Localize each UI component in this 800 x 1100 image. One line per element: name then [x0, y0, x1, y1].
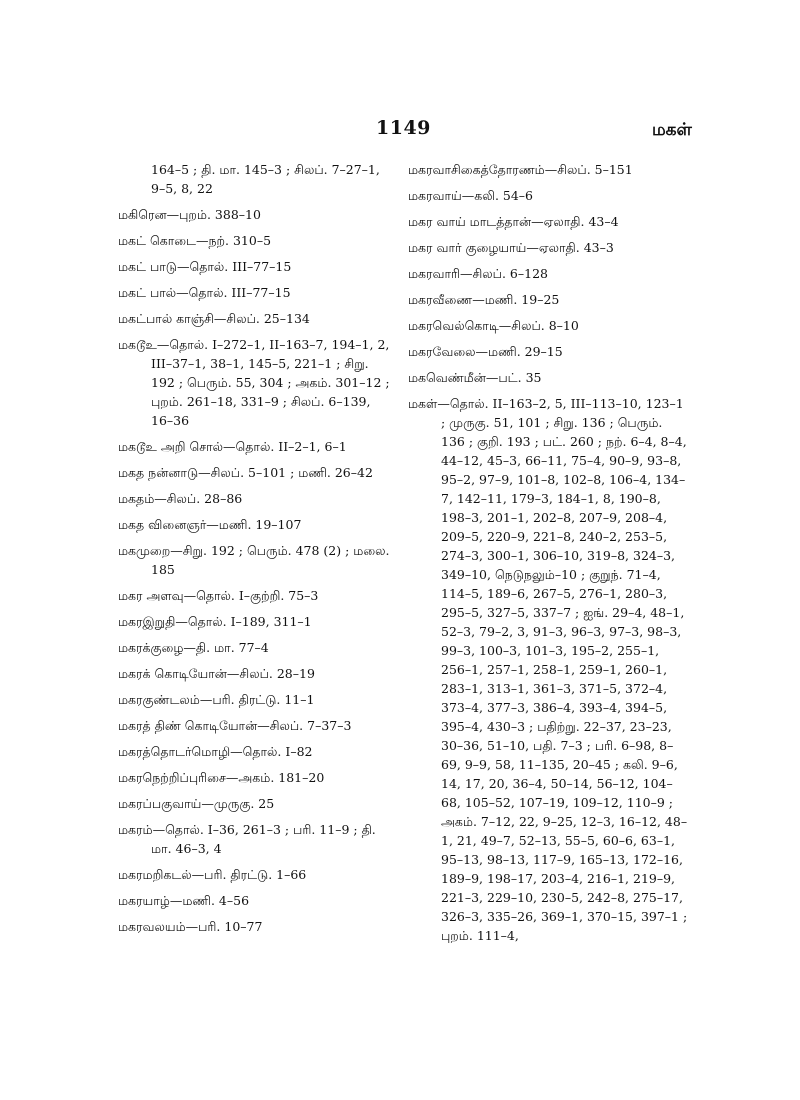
index-entry: மகவெண்மீன்—பட். 35 — [408, 370, 542, 385]
index-entry: மகடூஉ—தொல். I–272–1, II–163–7, 194–1, 2, III–37–1, 38–1, 145–5, 221–1 ; சிறு. 192 ; பெரும். 55, 304 ; அகம். 301–12 ; புறம். 261–18, 331–9 ; சிலப். 6–139, 16–36 — [118, 337, 390, 428]
index-entry: மகரத்தொடர்மொழி—தொல். I–82 — [118, 744, 313, 759]
index-entry: மகமுறை—சிறு. 192 ; பெரும். 478 (2) ; மலை. 185 — [118, 543, 390, 577]
index-entry: மகரவாரி—சிலப். 6–128 — [408, 266, 548, 281]
index-entry: மகரமறிகடல்—பரி. திரட்டு. 1–66 — [118, 867, 307, 882]
index-entry: மகரவீணை—மணி. 19–25 — [408, 292, 560, 307]
index-entry: மகிரென—புறம். 388–10 — [118, 207, 261, 222]
index-entry: மகரக் கொடியோன்—சிலப். 28–19 — [118, 666, 315, 681]
index-entry: மகரநெற்றிப்புரிசை—அகம். 181–20 — [118, 770, 325, 785]
index-entry: மகர அளவு—தொல். I–குற்றி. 75–3 — [118, 588, 319, 603]
index-entry: மகரவாசிகைத்தோரணம்—சிலப். 5–151 — [408, 162, 633, 177]
index-entry: மகட்பால் காஞ்சி—சிலப். 25–134 — [118, 311, 310, 326]
index-entry: மகத நன்னாடு—சிலப். 5–101 ; மணி. 26–42 — [118, 465, 373, 480]
index-entry: மகரவேலை—மணி. 29–15 — [408, 344, 563, 359]
index-entry: மகரம்—தொல். I–36, 261–3 ; பரி. 11–9 ; தி. மா. 46–3, 4 — [118, 822, 376, 856]
index-entry: மகரகுண்டலம்—பரி. திரட்டு. 11–1 — [118, 692, 315, 707]
index-entry: மகர வாய் மாடத்தான்—ஏலாதி. 43–4 — [408, 214, 619, 229]
index-entry: மகட் பால்—தொல். III–77–15 — [118, 285, 291, 300]
left-column — [118, 160, 390, 943]
index-entry: மகரவலயம்—பரி. 10–77 — [118, 919, 263, 934]
index-entry: மகட் கொடை—நற். 310–5 — [118, 233, 272, 248]
page-number: 1149 — [376, 117, 431, 139]
index-entry: மகதம்—சிலப். 28–86 — [118, 491, 243, 506]
index-entry: மகடூஉ அறி சொல்—தொல். II–2–1, 6–1 — [118, 439, 347, 454]
index-entry: 164–5 ; தி. மா. 145–3 ; சிலப். 7–27–1, 9–5, 8, 22 — [151, 162, 380, 196]
index-entry: மகரஇறுதி—தொல். I–189, 311–1 — [118, 614, 312, 629]
index-entry: மகரவெல்கொடி—சிலப். 8–10 — [408, 318, 579, 333]
index-entry: மகத வினைஞர்—மணி. 19–107 — [118, 517, 302, 532]
index-entry: மகட் பாடு—தொல். III–77–15 — [118, 259, 292, 274]
running-headword: மகள் — [652, 120, 692, 140]
index-entry: மகரப்பகுவாய்—முருகு. 25 — [118, 796, 275, 811]
index-entry: மகள்—தொல். II–163–2, 5, III–113–10, 123–1 ; முருகு. 51, 101 ; சிறு. 136 ; பெரும். 136 ; குறி. 193 ; பட். 260 ; நற். 6–4, 8–4, 44–12, 45–3, 66–11, 75–4, 90–9, 93–8, 95–2, 97–9, 101–8, 102–8, 106–4, 134–7, 142–11, 179–3, 184–1, 8, 190–8, 198–3, 201–1, 202–8, 207–9, 208–4, 209–5, 220–9, 221–8, 240–2, 253–5, 274–3, 300–1, 306–10, 319–8, 324–3, 349–10, நெடுநலும்–10 ; குறுந். 71–4, 114–5, 189–6, 267–5, 276–1, 280–3, 295–5, 327–5, 337–7 ; ஐங். 29–4, 48–1, 52–3, 79–2, 3, 91–3, 96–3, 97–3, 98–3, 99–3, 100–3, 101–3, 195–2, 255–1, 256–1, 257–1, 258–1, 259–1, 260–1, 283–1, 313–1, 361–3, 371–5, 372–4, 373–4, 377–3, 386–4, 393–4, 394–5, 395–4, 430–3 ; பதிற்று. 22–37, 23–23, 30–36, 51–10, பதி. 7–3 ; பரி. 6–98, 8–69, 9–9, 58, 11–135, 20–45 ; கலி. 9–6, 14, 17, 20, 36–4, 50–14, 56–12, 104–68, 105–52, 107–19, 109–12, 110–9 ; அகம். 7–12, 22, 9–25, 12–3, 16–12, 48–1, 21, 49–7, 52–13, 55–5, 60–6, 63–1, 95–13, 98–13, 117–9, 165–13, 172–16, 189–9, 198–17, 203–4, 216–1, 219–9, 221–3, 229–10, 230–5, 242–8, 275–17, 326–3, 335–26, 369–1, 370–15, 397–1 ; புறம். 111–4, — [408, 396, 688, 943]
index-entry: மகர வார் குழையாய்—ஏலாதி. 43–3 — [408, 240, 614, 255]
index-entry: மகரவாய்—கலி. 54–6 — [408, 188, 534, 203]
index-entry: மகரயாழ்—மணி. 4–56 — [118, 893, 250, 908]
right-column — [408, 160, 688, 945]
index-entry: மகரக்குழை—தி. மா. 77–4 — [118, 640, 269, 655]
index-entry: மகரத் திண் கொடியோன்—சிலப். 7–37–3 — [118, 718, 352, 733]
